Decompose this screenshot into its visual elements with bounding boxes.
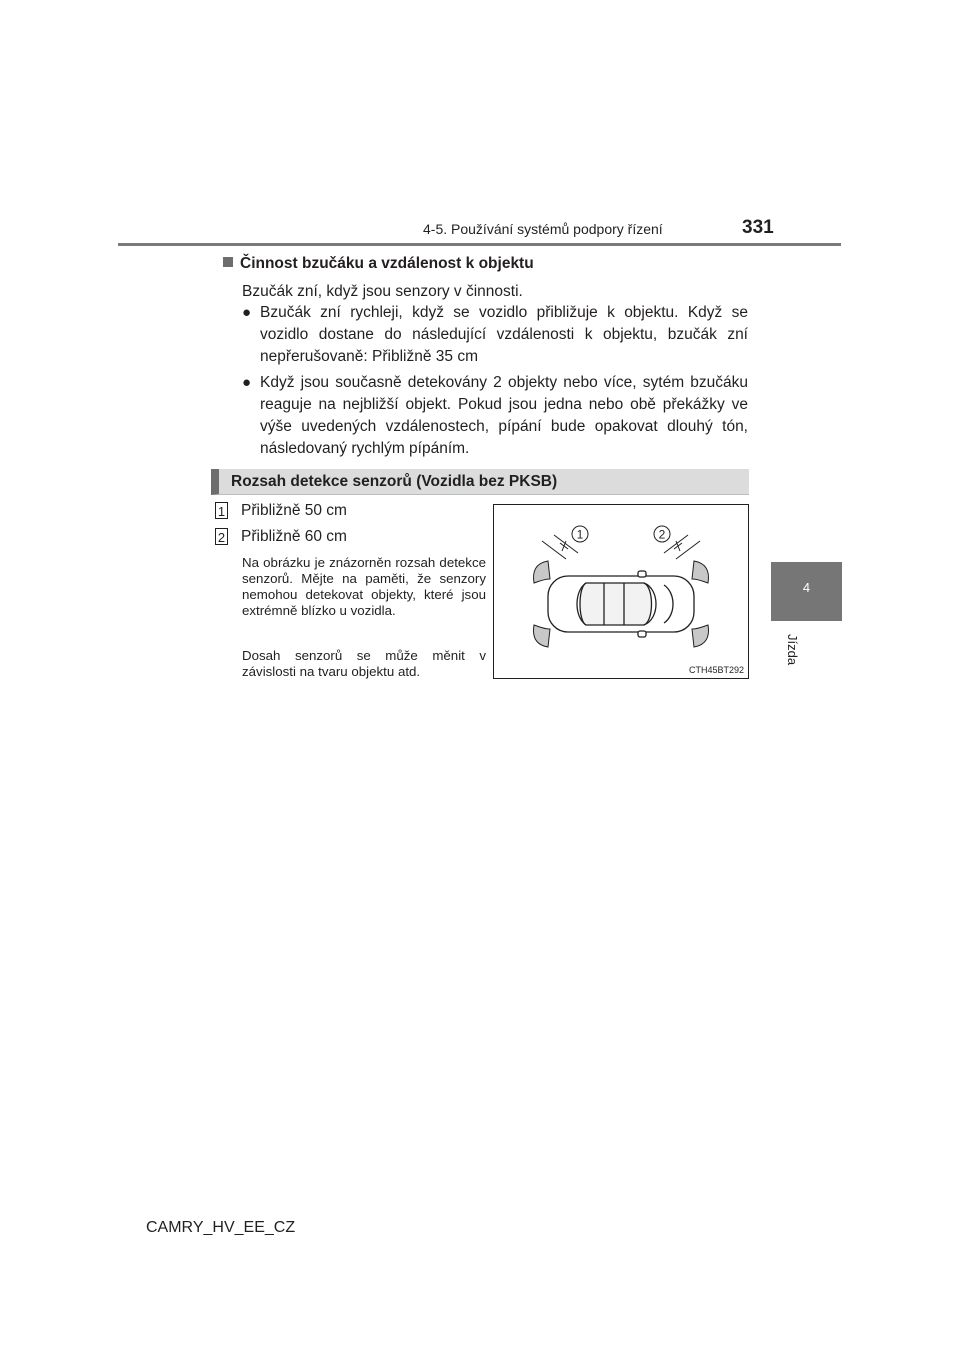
mirror-right bbox=[638, 631, 646, 637]
subsection-heading bbox=[211, 469, 749, 495]
bullet-text: Bzučák zní rychleji, když se vozidlo přibližuje k objektu. Když se vozidlo dostane do následující vzdálenosti k objektu, bzučák zní nepřerušovaně: Přibližně 35 cm bbox=[260, 304, 748, 365]
legend-item bbox=[215, 528, 347, 546]
section-heading-text: Činnost bzučáku a vzdálenost k objektu bbox=[240, 255, 534, 272]
square-bullet-icon bbox=[223, 257, 233, 267]
chapter-number: 4 bbox=[802, 580, 811, 595]
bullet-text: Když jsou současně detekovány 2 objekty nebo více, sytém bzučáku reaguje na nejbližší objekt. Pokud jsou jedna nebo obě překážky ve výše uvedených vzdálenostech, pípání bude opakovat dlouhý tón, následovaný rychlým pípáním. bbox=[260, 374, 748, 457]
figure-code: CTH45BT292 bbox=[688, 665, 744, 675]
mirror-left bbox=[638, 571, 646, 577]
legend-text: Přibližně 60 cm bbox=[241, 528, 347, 545]
sensor-range-figure bbox=[493, 504, 749, 679]
legend-text: Přibližně 50 cm bbox=[241, 502, 347, 519]
subsection-heading-text: Rozsah detekce senzorů (Vozidla bez PKSB) bbox=[231, 473, 558, 490]
callout-2 bbox=[654, 526, 670, 542]
car-top-view bbox=[548, 571, 694, 637]
header-rule bbox=[118, 243, 841, 246]
car-sensor-diagram bbox=[494, 505, 748, 678]
legend-number: 2 bbox=[215, 528, 228, 545]
note-paragraph: Na obrázku je znázorněn rozsah detekce senzorů. Mějte na paměti, že senzory nemohou detekovat objekty, které jsou extrémně blízko u vozidla. bbox=[242, 555, 486, 618]
page-number: 331 bbox=[742, 217, 774, 238]
note-paragraph: Dosah senzorů se může měnit v závislosti na tvaru objektu atd. bbox=[242, 648, 486, 679]
legend-number: 1 bbox=[215, 502, 228, 519]
chapter-label: Jízda bbox=[785, 634, 800, 666]
car-cabin bbox=[580, 583, 652, 625]
section-path: 4-5. Používání systémů podpory řízení bbox=[423, 221, 663, 237]
legend-item bbox=[215, 502, 347, 520]
callout-1-label: 1 bbox=[576, 527, 584, 542]
bullet-dot-icon: ● bbox=[242, 304, 252, 321]
sensor-zone-front-left bbox=[534, 561, 550, 583]
document-code: CAMRY_HV_EE_CZ bbox=[146, 1219, 296, 1236]
bullet-dot-icon: ● bbox=[242, 374, 252, 391]
intro-paragraph: Bzučák zní, když jsou senzory v činnosti. bbox=[242, 283, 523, 300]
callout-2-label: 2 bbox=[658, 527, 666, 542]
bullet-item bbox=[242, 302, 748, 368]
dimension-lines bbox=[542, 535, 700, 559]
sensor-zone-rear-left bbox=[534, 625, 550, 647]
chapter-tab bbox=[771, 562, 842, 621]
bullet-item bbox=[242, 372, 748, 460]
sensor-zone-rear-right bbox=[692, 625, 708, 647]
callout-1 bbox=[572, 526, 588, 542]
section-heading bbox=[223, 255, 534, 273]
sensor-zone-front-right bbox=[692, 561, 708, 583]
